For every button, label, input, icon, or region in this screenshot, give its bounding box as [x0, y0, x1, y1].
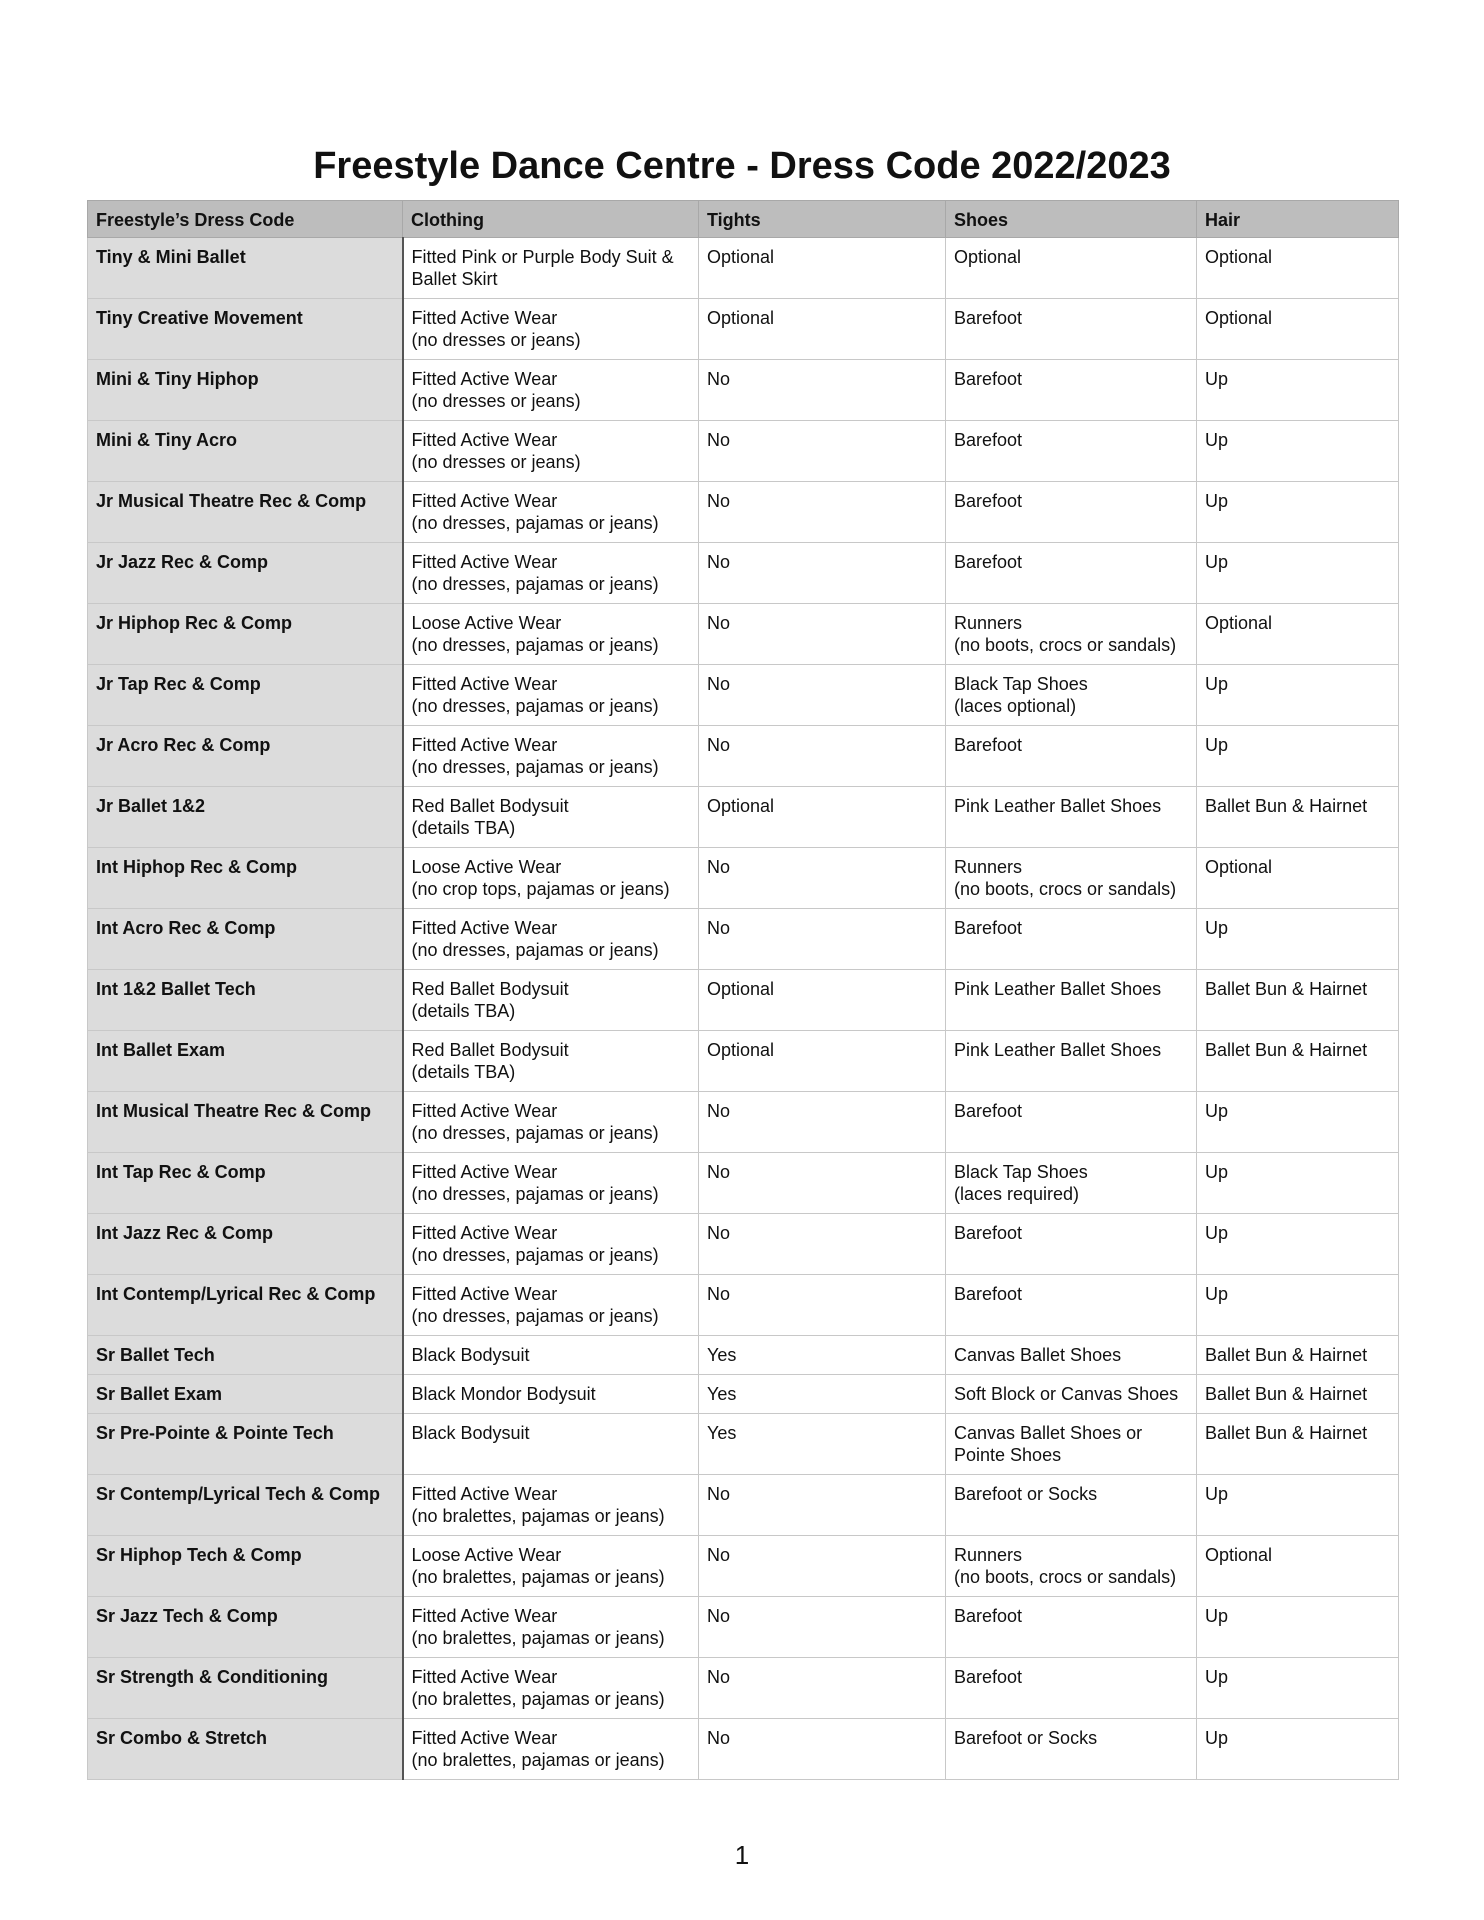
table-row [88, 543, 1399, 604]
table-row [88, 238, 1399, 299]
dress-code-table [87, 200, 1399, 1780]
hair-cell: Up [1197, 360, 1399, 421]
column-header-shoes: Shoes [946, 201, 1197, 238]
hair-cell: Optional [1197, 604, 1399, 665]
hair-cell: Up [1197, 665, 1399, 726]
column-header-hair: Hair [1197, 201, 1399, 238]
shoes-cell: Soft Block or Canvas Shoes [946, 1375, 1197, 1414]
clothing-cell: Fitted Active Wear (no dresses or jeans) [403, 421, 699, 482]
table-row [88, 421, 1399, 482]
shoes-cell: Barefoot [946, 1214, 1197, 1275]
clothing-cell: Black Bodysuit [403, 1336, 699, 1375]
shoes-cell: Canvas Ballet Shoes or Pointe Shoes [946, 1414, 1197, 1475]
clothing-cell: Loose Active Wear (no crop tops, pajamas or jeans) [403, 848, 699, 909]
class-name-cell: Sr Contemp/Lyrical Tech & Comp [88, 1475, 403, 1536]
class-name-cell: Int Contemp/Lyrical Rec & Comp [88, 1275, 403, 1336]
table-header [88, 201, 1399, 238]
tights-cell: No [699, 1536, 946, 1597]
clothing-cell: Fitted Active Wear (no dresses, pajamas or jeans) [403, 726, 699, 787]
class-name-cell: Jr Musical Theatre Rec & Comp [88, 482, 403, 543]
shoes-cell: Barefoot [946, 726, 1197, 787]
tights-cell: Optional [699, 787, 946, 848]
class-name-cell: Int 1&2 Ballet Tech [88, 970, 403, 1031]
tights-cell: Yes [699, 1414, 946, 1475]
shoes-cell: Runners (no boots, crocs or sandals) [946, 848, 1197, 909]
clothing-cell: Fitted Active Wear (no dresses, pajamas or jeans) [403, 1153, 699, 1214]
table-row [88, 1092, 1399, 1153]
clothing-cell: Fitted Active Wear (no dresses, pajamas or jeans) [403, 1092, 699, 1153]
hair-cell: Ballet Bun & Hairnet [1197, 970, 1399, 1031]
table-row [88, 1475, 1399, 1536]
shoes-cell: Barefoot [946, 543, 1197, 604]
shoes-cell: Pink Leather Ballet Shoes [946, 970, 1197, 1031]
shoes-cell: Barefoot [946, 421, 1197, 482]
table-row [88, 848, 1399, 909]
table-row [88, 360, 1399, 421]
class-name-cell: Sr Pre-Pointe & Pointe Tech [88, 1414, 403, 1475]
hair-cell: Ballet Bun & Hairnet [1197, 787, 1399, 848]
clothing-cell: Loose Active Wear (no bralettes, pajamas or jeans) [403, 1536, 699, 1597]
clothing-cell: Fitted Active Wear (no bralettes, pajamas or jeans) [403, 1475, 699, 1536]
clothing-cell: Fitted Active Wear (no bralettes, pajamas or jeans) [403, 1658, 699, 1719]
class-name-cell: Mini & Tiny Hiphop [88, 360, 403, 421]
hair-cell: Optional [1197, 1536, 1399, 1597]
class-name-cell: Sr Ballet Tech [88, 1336, 403, 1375]
hair-cell: Up [1197, 482, 1399, 543]
shoes-cell: Barefoot or Socks [946, 1475, 1197, 1536]
table-row [88, 1658, 1399, 1719]
shoes-cell: Barefoot [946, 1597, 1197, 1658]
clothing-cell: Fitted Pink or Purple Body Suit & Ballet Skirt [403, 238, 699, 299]
class-name-cell: Sr Combo & Stretch [88, 1719, 403, 1780]
clothing-cell: Fitted Active Wear (no dresses, pajamas or jeans) [403, 665, 699, 726]
tights-cell: No [699, 1092, 946, 1153]
table-row [88, 726, 1399, 787]
tights-cell: Optional [699, 1031, 946, 1092]
shoes-cell: Pink Leather Ballet Shoes [946, 787, 1197, 848]
page-number: 1 [734, 1840, 750, 1870]
class-name-cell: Tiny & Mini Ballet [88, 238, 403, 299]
hair-cell: Up [1197, 1153, 1399, 1214]
tights-cell: Yes [699, 1375, 946, 1414]
class-name-cell: Jr Tap Rec & Comp [88, 665, 403, 726]
clothing-cell: Fitted Active Wear (no dresses, pajamas or jeans) [403, 482, 699, 543]
clothing-cell: Fitted Active Wear (no dresses or jeans) [403, 360, 699, 421]
shoes-cell: Black Tap Shoes (laces optional) [946, 665, 1197, 726]
table-row [88, 1414, 1399, 1475]
class-name-cell: Int Acro Rec & Comp [88, 909, 403, 970]
table-row [88, 665, 1399, 726]
table-row [88, 909, 1399, 970]
clothing-cell: Red Ballet Bodysuit (details TBA) [403, 787, 699, 848]
hair-cell: Up [1197, 909, 1399, 970]
tights-cell: No [699, 848, 946, 909]
hair-cell: Ballet Bun & Hairnet [1197, 1414, 1399, 1475]
clothing-cell: Red Ballet Bodysuit (details TBA) [403, 970, 699, 1031]
table-body [88, 238, 1399, 1780]
shoes-cell: Black Tap Shoes (laces required) [946, 1153, 1197, 1214]
tights-cell: No [699, 543, 946, 604]
tights-cell: Optional [699, 299, 946, 360]
class-name-cell: Int Hiphop Rec & Comp [88, 848, 403, 909]
hair-cell: Up [1197, 1719, 1399, 1780]
hair-cell: Up [1197, 421, 1399, 482]
hair-cell: Ballet Bun & Hairnet [1197, 1375, 1399, 1414]
class-name-cell: Sr Ballet Exam [88, 1375, 403, 1414]
shoes-cell: Pink Leather Ballet Shoes [946, 1031, 1197, 1092]
shoes-cell: Barefoot [946, 909, 1197, 970]
hair-cell: Ballet Bun & Hairnet [1197, 1336, 1399, 1375]
tights-cell: No [699, 1275, 946, 1336]
clothing-cell: Fitted Active Wear (no dresses, pajamas or jeans) [403, 543, 699, 604]
shoes-cell: Barefoot or Socks [946, 1719, 1197, 1780]
page-title: Freestyle Dance Centre - Dress Code 2022/2023 [313, 145, 1171, 187]
tights-cell: Optional [699, 970, 946, 1031]
shoes-cell: Barefoot [946, 360, 1197, 421]
table-row [88, 1719, 1399, 1780]
table-row [88, 970, 1399, 1031]
shoes-cell: Canvas Ballet Shoes [946, 1336, 1197, 1375]
tights-cell: No [699, 360, 946, 421]
class-name-cell: Tiny Creative Movement [88, 299, 403, 360]
clothing-cell: Black Mondor Bodysuit [403, 1375, 699, 1414]
hair-cell: Up [1197, 726, 1399, 787]
tights-cell: No [699, 1658, 946, 1719]
table-row [88, 299, 1399, 360]
shoes-cell: Barefoot [946, 1092, 1197, 1153]
shoes-cell: Barefoot [946, 299, 1197, 360]
class-name-cell: Int Ballet Exam [88, 1031, 403, 1092]
clothing-cell: Fitted Active Wear (no bralettes, pajamas or jeans) [403, 1719, 699, 1780]
table-row [88, 1153, 1399, 1214]
hair-cell: Up [1197, 1275, 1399, 1336]
shoes-cell: Barefoot [946, 1275, 1197, 1336]
table-row [88, 787, 1399, 848]
hair-cell: Up [1197, 543, 1399, 604]
hair-cell: Optional [1197, 848, 1399, 909]
clothing-cell: Fitted Active Wear (no dresses, pajamas or jeans) [403, 1275, 699, 1336]
clothing-cell: Loose Active Wear (no dresses, pajamas or jeans) [403, 604, 699, 665]
hair-cell: Ballet Bun & Hairnet [1197, 1031, 1399, 1092]
class-name-cell: Int Tap Rec & Comp [88, 1153, 403, 1214]
shoes-cell: Optional [946, 238, 1197, 299]
class-name-cell: Jr Jazz Rec & Comp [88, 543, 403, 604]
tights-cell: No [699, 909, 946, 970]
hair-cell: Optional [1197, 299, 1399, 360]
table-row [88, 482, 1399, 543]
clothing-cell: Black Bodysuit [403, 1414, 699, 1475]
tights-cell: No [699, 1153, 946, 1214]
tights-cell: No [699, 726, 946, 787]
tights-cell: No [699, 604, 946, 665]
table-row [88, 1275, 1399, 1336]
table-row [88, 1536, 1399, 1597]
table-row [88, 1597, 1399, 1658]
shoes-cell: Barefoot [946, 482, 1197, 543]
tights-cell: Yes [699, 1336, 946, 1375]
tights-cell: No [699, 1475, 946, 1536]
clothing-cell: Fitted Active Wear (no dresses, pajamas or jeans) [403, 1214, 699, 1275]
hair-cell: Up [1197, 1214, 1399, 1275]
tights-cell: Optional [699, 238, 946, 299]
class-name-cell: Jr Acro Rec & Comp [88, 726, 403, 787]
class-name-cell: Jr Hiphop Rec & Comp [88, 604, 403, 665]
column-header-dress-code: Freestyle’s Dress Code [88, 201, 403, 238]
hair-cell: Up [1197, 1658, 1399, 1719]
column-header-tights: Tights [699, 201, 946, 238]
hair-cell: Optional [1197, 238, 1399, 299]
clothing-cell: Fitted Active Wear (no dresses or jeans) [403, 299, 699, 360]
class-name-cell: Sr Hiphop Tech & Comp [88, 1536, 403, 1597]
header-row [88, 201, 1399, 238]
class-name-cell: Int Jazz Rec & Comp [88, 1214, 403, 1275]
shoes-cell: Runners (no boots, crocs or sandals) [946, 604, 1197, 665]
hair-cell: Up [1197, 1597, 1399, 1658]
tights-cell: No [699, 665, 946, 726]
clothing-cell: Fitted Active Wear (no dresses, pajamas or jeans) [403, 909, 699, 970]
tights-cell: No [699, 1214, 946, 1275]
table-row [88, 604, 1399, 665]
column-header-clothing: Clothing [403, 201, 699, 238]
class-name-cell: Sr Jazz Tech & Comp [88, 1597, 403, 1658]
tights-cell: No [699, 482, 946, 543]
hair-cell: Up [1197, 1475, 1399, 1536]
shoes-cell: Barefoot [946, 1658, 1197, 1719]
class-name-cell: Sr Strength & Conditioning [88, 1658, 403, 1719]
table-row [88, 1031, 1399, 1092]
shoes-cell: Runners (no boots, crocs or sandals) [946, 1536, 1197, 1597]
tights-cell: No [699, 421, 946, 482]
tights-cell: No [699, 1597, 946, 1658]
clothing-cell: Red Ballet Bodysuit (details TBA) [403, 1031, 699, 1092]
class-name-cell: Int Musical Theatre Rec & Comp [88, 1092, 403, 1153]
table-row [88, 1375, 1399, 1414]
hair-cell: Up [1197, 1092, 1399, 1153]
table-row [88, 1336, 1399, 1375]
class-name-cell: Jr Ballet 1&2 [88, 787, 403, 848]
tights-cell: No [699, 1719, 946, 1780]
table-row [88, 1214, 1399, 1275]
class-name-cell: Mini & Tiny Acro [88, 421, 403, 482]
clothing-cell: Fitted Active Wear (no bralettes, pajamas or jeans) [403, 1597, 699, 1658]
